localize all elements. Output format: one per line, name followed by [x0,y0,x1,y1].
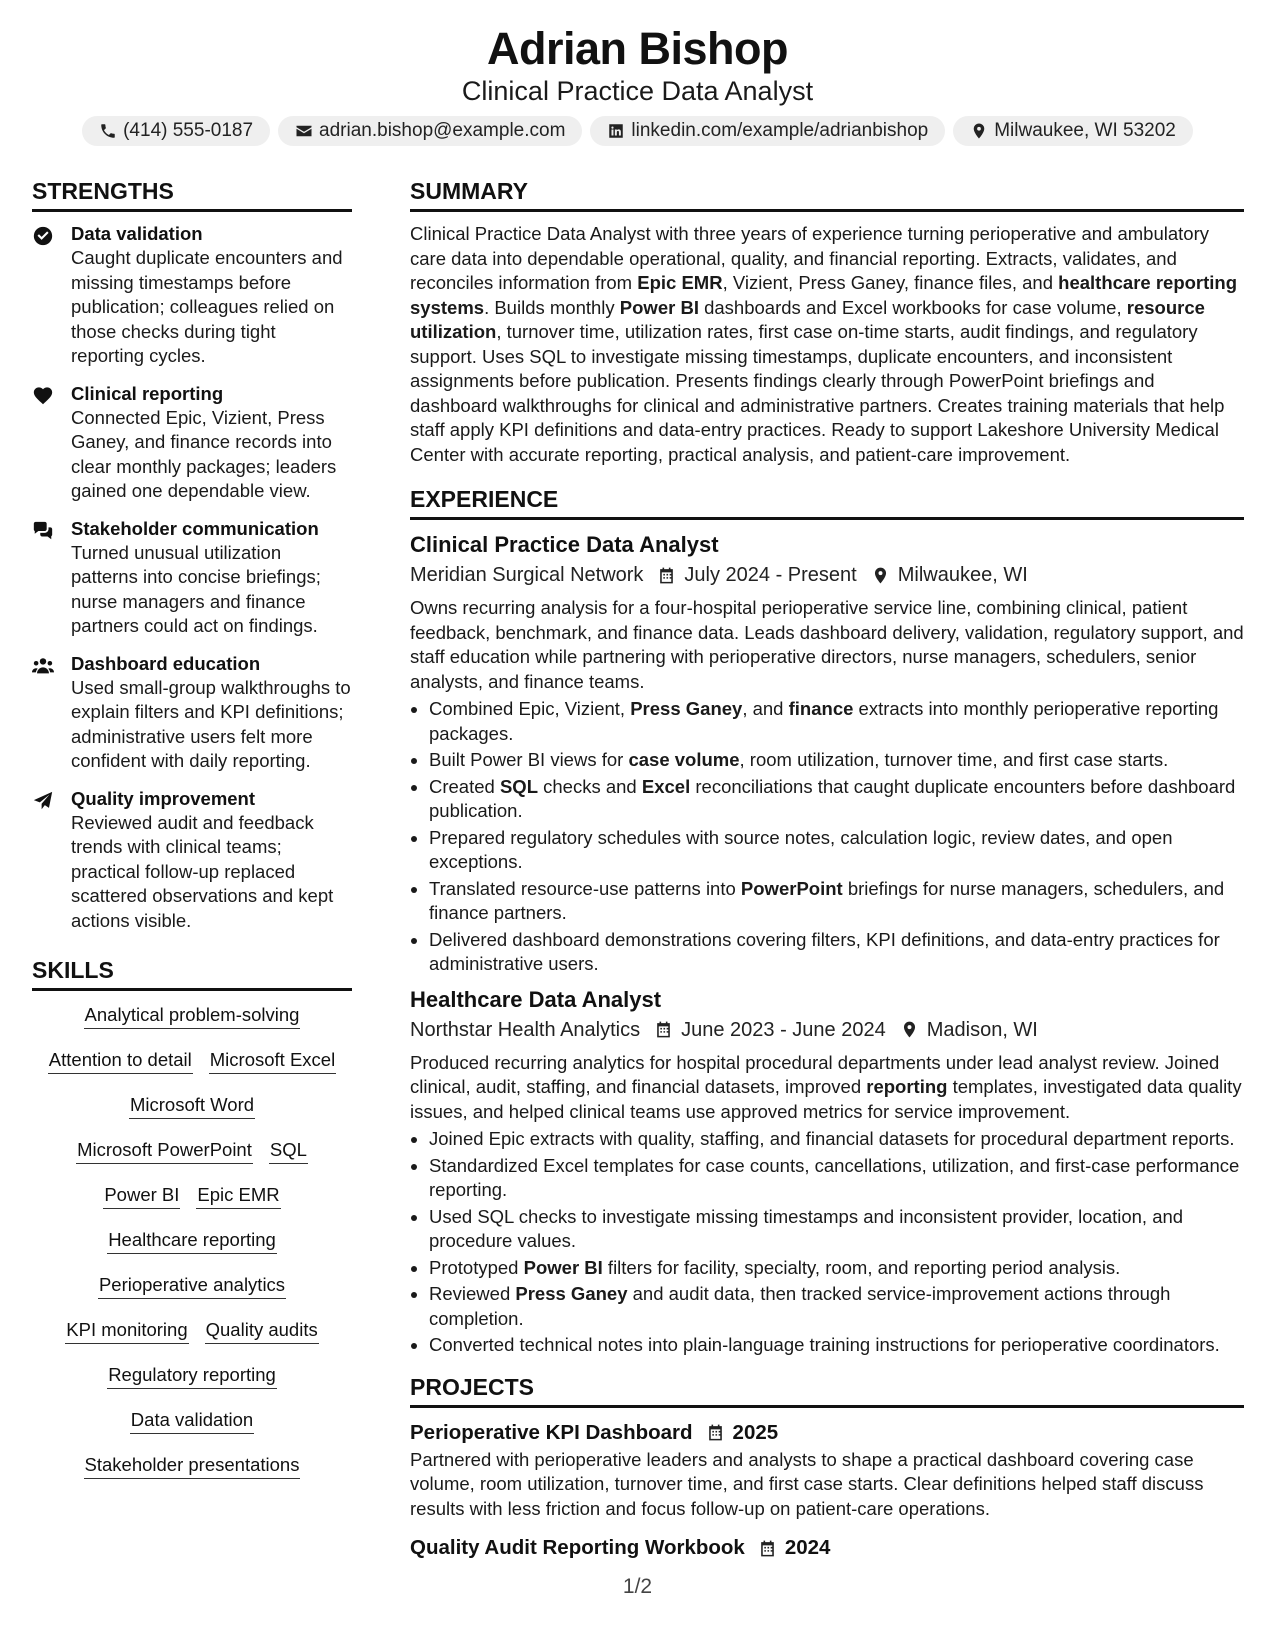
contact-location[interactable] [953,116,1193,146]
skill-tag: Perioperative analytics [98,1273,286,1299]
skill-tag: Quality audits [205,1318,319,1344]
strength-item [32,222,352,369]
project-title: Perioperative KPI Dashboard [410,1420,693,1444]
job-dates: June 2023 - June 2024 [681,1018,886,1041]
text-run: Produced recurring analytics for hospital procedural departments under lead analyst review. Joined clinical, audit, staffing, and financial datasets, improved [410,1051,1220,1097]
bold-text: Power BI [619,296,699,318]
skills-list [32,1001,352,1479]
job-meta [410,560,1244,590]
strength-title: Quality improvement [71,787,256,809]
text-run: Reviewed [429,1283,516,1304]
contact-linkedin[interactable] [590,116,945,146]
phone-icon [99,122,117,140]
skill-tag: Data validation [130,1408,254,1434]
project-header [410,1533,1244,1563]
bold-text: SQL [499,775,538,797]
bullet-item [429,1127,1244,1152]
text-run: Prepared regulatory schedules with source notes, calculation logic, review dates, and open exceptions. [429,826,1173,872]
contact-email[interactable] [278,116,582,146]
skill-tag: Healthcare reporting [107,1228,277,1254]
calendar-icon [706,1423,725,1442]
calendar-icon [758,1539,777,1558]
bold-text: finance [788,698,854,719]
experience-heading: EXPERIENCE [410,484,1244,520]
projects-heading: PROJECTS [410,1372,1244,1408]
text-run: templates, investigated data quality issues, and helped clinical teams use approved metrics for service improvement. [410,1076,1242,1122]
map-pin-icon [970,122,988,140]
contact-phone[interactable] [82,116,270,146]
text-run: Delivered dashboard demonstrations covering filters, KPI definitions, and data-entry practices for administrative users. [429,928,1220,974]
bullet-item [429,1282,1244,1331]
bold-text: reporting [866,1076,948,1097]
job-description [410,1051,1244,1125]
bullet-item [429,928,1244,977]
project-header [410,1418,1244,1448]
skill-tag: SQL [269,1138,308,1164]
text-run: Prototyped [429,1256,524,1278]
text-run: Built Power BI views for [429,749,629,770]
skill-row [32,1273,352,1299]
text-run: Joined Epic extracts with quality, staffing, and financial datasets for procedural department reports. [429,1128,1235,1149]
strength-desc: Connected Epic, Vizient, Press Ganey, and finance records into clear monthly packages; leaders gained one dependable view. [71,406,337,501]
skill-tag: Power BI [103,1183,180,1209]
contact-location-text: Milwaukee, WI 53202 [994,120,1176,141]
bold-text: Press Ganey [630,698,743,719]
skill-tag: Analytical problem-solving [84,1003,301,1029]
calendar-icon [654,1020,673,1039]
paper-plane-icon [32,790,54,812]
summary-heading: SUMMARY [410,176,1244,212]
job-entry [410,530,1244,977]
skill-tag: Stakeholder presentations [84,1453,301,1479]
skill-tag: KPI monitoring [65,1318,188,1344]
text-run: filters for facility, specialty, room, and reporting period analysis. [602,1256,1121,1278]
bold-text: PowerPoint [740,877,843,899]
job-title: Clinical Practice Data Analyst [410,532,719,557]
project-year: 2025 [732,1420,779,1444]
text-run: Combined Epic, Vizient, [429,698,631,719]
users-icon [32,655,54,677]
bold-text: Excel [641,775,691,797]
bullet-item [429,826,1244,875]
envelope-icon [295,122,313,140]
project-description: Partnered with perioperative leaders and analysts to shape a practical dashboard covering case volume, room utilization, turnover time, and first case starts. Clear definitions helped staff discuss results with less friction and focus follow-up on patient-care operations. [410,1448,1204,1519]
skill-row [32,1093,352,1119]
text-run: dashboards and Excel workbooks for case volume, [698,296,1127,318]
text-run: , Vizient, Press Ganey, finance files, and [722,272,1059,293]
strength-item [32,652,352,774]
skill-tag: Attention to detail [48,1048,193,1074]
text-run: and audit data, then tracked service-improvement actions through completion. [429,1283,1171,1329]
text-run: Created [429,775,500,797]
job-description: Owns recurring analysis for a four-hospital perioperative service line, combining clinical, patient feedback, benchmark, and finance data. Leads dashboard delivery, validation, regulatory support, and staff education while partnering with perioperative directors, nurse managers, schedulers, senior analysts, and finance teams. [410,597,1244,692]
text-run: reconciliations that caught duplicate encounters before dashboard publication. [429,775,1236,821]
project-entry [410,1533,1244,1563]
job-bullets [410,1127,1244,1358]
summary-text [410,222,1244,467]
skill-row [32,1318,352,1344]
skill-row [32,1363,352,1389]
strengths-heading: STRENGTHS [32,176,352,212]
resume-header [0,22,1275,146]
bold-text: case volume [628,749,740,770]
map-pin-icon [871,566,890,585]
skill-row [32,1138,352,1164]
project-year: 2024 [784,1536,831,1559]
bullet-item [429,748,1244,773]
job-location: Milwaukee, WI [897,564,1028,586]
job-location: Madison, WI [926,1018,1038,1041]
bullet-item [429,1205,1244,1254]
bullet-item [429,1333,1244,1358]
strength-desc: Used small-group walkthroughs to explain filters and KPI definitions; administrative users felt more confident with daily reporting. [71,676,351,771]
skill-row [32,1408,352,1434]
check-circle-icon [32,225,54,247]
text-run: briefings for nurse managers, schedulers, and finance partners. [429,877,1225,923]
job-company: Meridian Surgical Network [410,564,644,586]
calendar-icon [657,566,676,585]
text-run: extracts into monthly perioperative reporting packages. [429,698,1219,744]
contact-phone-text: (414) 555-0187 [123,120,254,141]
skills-heading: SKILLS [32,955,352,991]
bold-text: Power BI [523,1256,603,1278]
text-run: , turnover time, utilization rates, first case on-time starts, audit findings, and regulatory support. Uses SQL to investigate missing timestamps, duplicate encounters, and inconsistent assignments before publication. Presents findings clearly through PowerPoint briefings and dashboard walkthroughs for clinical and administrative partners. Creates training materials that help staff apply KPI definitions and data-entry practices. Ready to support Lakeshore University Medical Center with accurate reporting, practical analysis, and patient-care improvement. [410,321,1225,465]
map-pin-icon [900,1020,919,1039]
skill-tag: Microsoft PowerPoint [76,1138,253,1164]
skill-tag: Microsoft Word [129,1093,255,1119]
linkedin-icon [607,122,625,140]
job-meta [410,1015,1244,1045]
text-run: Translated resource-use patterns into [429,877,741,899]
bold-text: healthcare reporting systems [410,272,1238,318]
skill-row [32,1453,352,1479]
strength-desc: Caught duplicate encounters and missing timestamps before publication; colleagues relied on those checks during tight reporting cycles. [71,247,343,366]
skill-tag: Epic EMR [196,1183,280,1209]
text-run: Standardized Excel templates for case counts, cancellations, utilization, and first-case performance reporting. [429,1154,1240,1200]
strength-item [32,787,352,934]
contact-bar [0,116,1275,146]
text-run: , and [742,698,789,719]
text-run: Clinical Practice Data Analyst with three years of experience turning perioperative and ambulatory care data into dependable operational, quality, and financial reporting. Extracts, validates, and reconciles information from [410,223,1209,293]
strength-title: Clinical reporting [71,382,224,404]
right-column [410,176,1244,1563]
job-bullets [410,697,1244,977]
bold-text: resource utilization [410,296,1205,342]
text-run: . Builds monthly [484,296,620,318]
job-company: Northstar Health Analytics [410,1018,641,1041]
contact-linkedin-text: linkedin.com/example/adrianbishop [631,120,929,141]
job-title: Healthcare Data Analyst [410,986,662,1012]
strength-title: Data validation [71,223,203,244]
strength-title: Dashboard education [71,652,261,674]
skill-row [32,1183,352,1209]
strength-desc: Turned unusual utilization patterns into concise briefings; nurse managers and finance partners could act on findings. [71,541,321,636]
job-dates: July 2024 - Present [684,564,857,586]
project-entry [410,1418,1244,1522]
left-column [32,176,352,1498]
strength-item [32,382,352,504]
skill-tag: Regulatory reporting [107,1363,277,1389]
bullet-item [429,1256,1244,1281]
bold-text: Epic EMR [637,272,723,293]
candidate-headline: Clinical Practice Data Analyst [461,76,814,106]
job-entry [410,985,1244,1358]
heart-icon [32,385,54,407]
bullet-item [429,775,1244,824]
text-run: Used SQL checks to investigate missing timestamps and inconsistent provider, location, and procedure values. [429,1205,1184,1251]
strength-desc: Reviewed audit and feedback trends with clinical teams; practical follow-up replaced scattered observations and kept actions visible. [71,811,334,931]
project-title: Quality Audit Reporting Workbook [410,1536,745,1559]
skill-row [32,1003,352,1029]
text-run: , room utilization, turnover time, and first case starts. [739,749,1169,770]
bullet-item [429,1154,1244,1203]
text-run: Converted technical notes into plain-language training instructions for perioperative coordinators. [429,1334,1220,1355]
skill-row [32,1048,352,1074]
bullet-item [429,877,1244,926]
bold-text: Press Ganey [515,1283,628,1304]
comments-icon [32,520,54,542]
contact-email-text: adrian.bishop@example.com [319,120,566,141]
skill-tag: Microsoft Excel [209,1048,336,1074]
bullet-item [429,697,1244,746]
skill-row [32,1228,352,1254]
strength-title: Stakeholder communication [71,517,319,539]
candidate-name: Adrian Bishop [486,23,788,74]
strength-item [32,517,352,639]
text-run: checks and [538,775,642,797]
page-number: 1/2 [622,1575,653,1598]
